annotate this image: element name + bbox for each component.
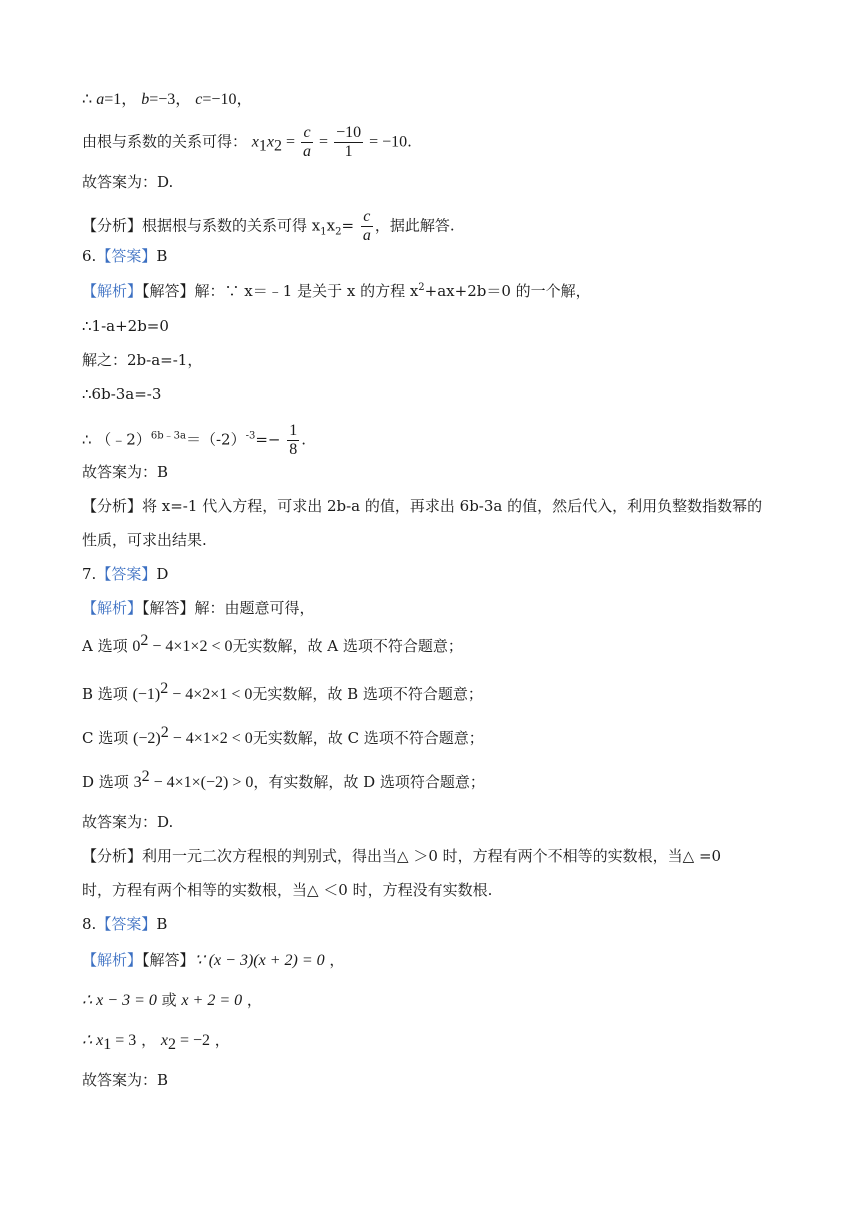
q6-header: 6.【答案】B [82, 247, 168, 265]
fraction-neg10-over-1: $\frac{-10}{1}$ [336, 124, 362, 160]
q6-step-4: ∴ $(﹣2)^{6b﹣3a}=(-2)^{-3}=-$ $\frac{1}{8}$ . [82, 422, 307, 458]
q7-header: 7.【答案】D [82, 565, 169, 583]
q5-coefficients: ∴ a=1， b=−3， c=−10， [82, 91, 253, 108]
fraction-c-over-a: $\frac{c}{a}$ [303, 124, 312, 160]
q6-analysis-line-2: 性质，可求出结果. [82, 531, 207, 549]
q7-option-a: A 选项 $0^2 - 4\times 1\times 2 < 0$无实数解，故 A 选项不符合题意； [82, 632, 463, 655]
fraction-c-over-a-analysis: $\frac{c}{a}$ [362, 208, 371, 244]
q8-step-1: ∴ x − 3 = 0 或 x + 2 = 0 ， [82, 991, 262, 1009]
q7-analysis-line-2: 时，方程有两个相等的实数根，当△ ＜0 时，方程没有实数根. [82, 881, 493, 899]
q5-analysis: 【分析】根据根与系数的关系可得 $x_1x_2=$ $\frac{c}{a}$ ，据此解答. [82, 208, 455, 244]
q6-solution-intro: 【解析】【解答】解：∵ x＝﹣1 是关于 x 的方程 $x^2+ax+2b=0$ 的一个解， [82, 282, 591, 300]
q5-vieta-formula: 由根与系数的关系可得： $x_1x_2$ = $\frac{c}{a}$ = $\frac{-10}{1}$ = −10. [82, 124, 412, 160]
q8-solution-equation: 【解析】【解答】∵ (x − 3)(x + 2) = 0 ， [82, 951, 345, 969]
q7-solution-intro: 【解析】【解答】解：由题意可得， [82, 599, 315, 617]
q6-analysis-line-1: 【分析】将 x=-1 代入方程，可求出 2b-a 的值，再求出 6b-3a 的值，然后代入，利用负整数指数幂的 [82, 497, 763, 515]
q6-step-1: ∴1-a+2b=0 [82, 317, 169, 335]
q7-option-b: B 选项 $(-1)^2 - 4\times 2\times 1 < 0$无实数解，故 B 选项不符合题意； [82, 680, 483, 703]
q5-answer: 故答案为：D. [82, 173, 174, 191]
q6-answer: 故答案为：B [82, 463, 169, 481]
q8-answer: 故答案为：B [82, 1071, 169, 1089]
fraction-one-eighth: $\frac{1}{8}$ [289, 422, 298, 458]
q7-option-d: D 选项 $3^2 - 4\times 1\times(-2) > 0$，有实数解，故 D 选项符合题意； [82, 768, 485, 791]
q7-option-c: C 选项 $(-2)^2 - 4\times 1\times 2 < 0$无实数解，故 C 选项不符合题意； [82, 724, 484, 747]
q8-header: 8.【答案】B [82, 915, 168, 933]
q7-analysis-line-1: 【分析】利用一元二次方程根的判别式，得出当△ ＞0 时，方程有两个不相等的实数根，当△ =0 [82, 847, 722, 865]
q7-answer: 故答案为：D. [82, 813, 174, 831]
q6-step-3: ∴6b-3a=-3 [82, 385, 162, 403]
q6-step-2: 解之：2b-a=-1， [82, 351, 203, 369]
q8-step-2: ∴ $x_1 = 3$ ， $x_2 = -2$ ， [82, 1031, 230, 1053]
